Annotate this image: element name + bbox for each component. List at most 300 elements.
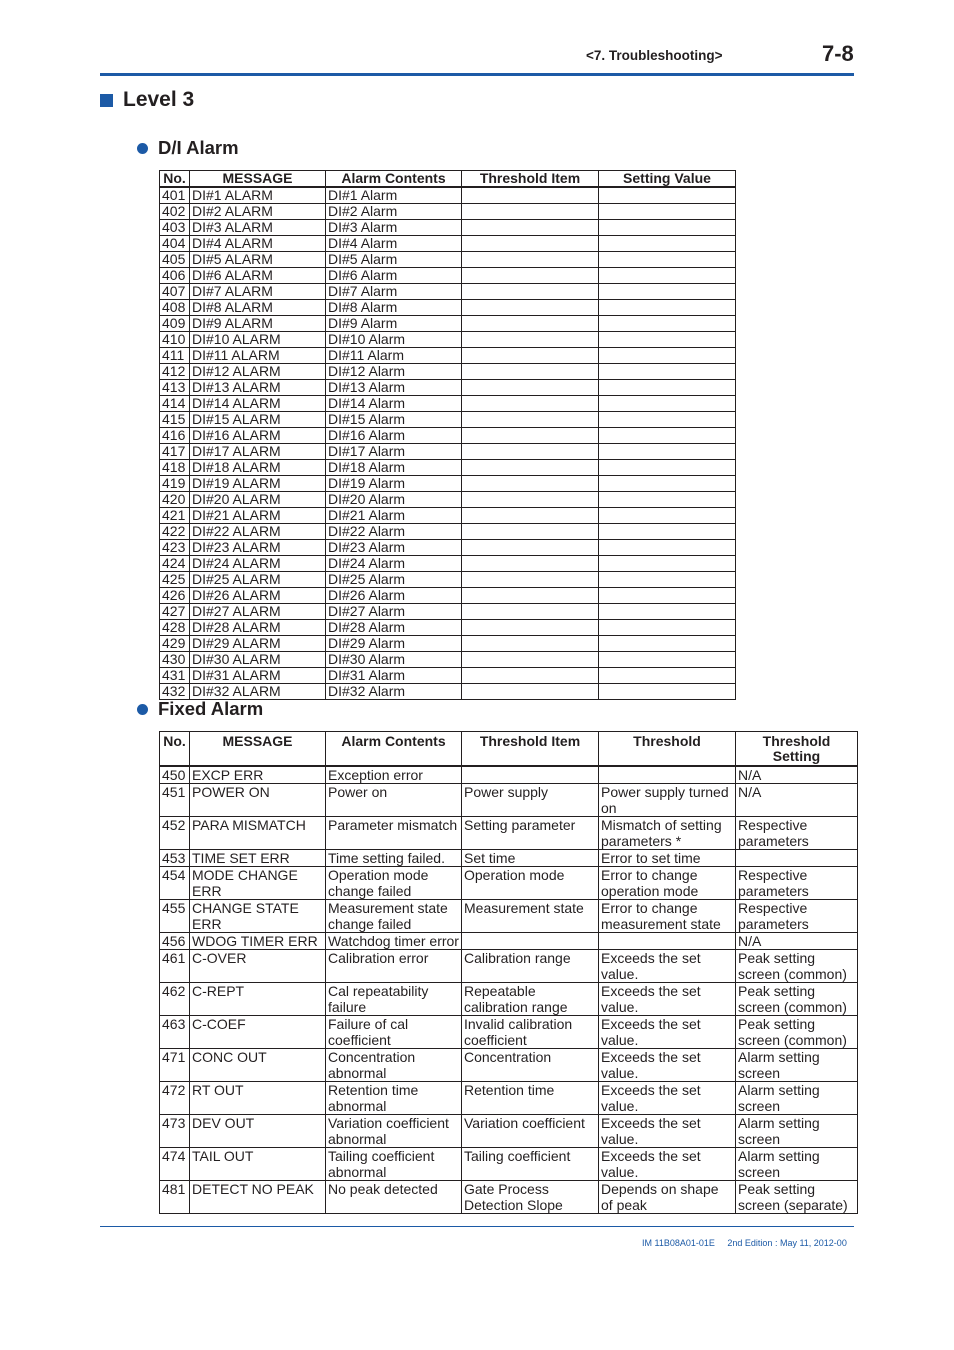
fixed-alarm-table-cell: N/A (736, 784, 858, 817)
fixed-alarm-table-cell (599, 766, 736, 784)
di-alarm-table-cell (462, 684, 599, 700)
di-alarm-table-row (160, 332, 736, 348)
di-alarm-table-cell (462, 412, 599, 428)
fixed-alarm-table-row (160, 850, 858, 867)
fixed-alarm-heading (137, 698, 263, 720)
di-alarm-table-cell (599, 492, 736, 508)
fixed-alarm-table-row (160, 1115, 858, 1148)
fixed-alarm-table-cell: Operation mode (462, 867, 599, 900)
di-alarm-table-cell (599, 588, 736, 604)
di-alarm-table-cell (599, 220, 736, 236)
di-alarm-table-cell (462, 396, 599, 412)
di-alarm-table-cell (462, 572, 599, 588)
di-alarm-table-cell: DI#29 Alarm (326, 636, 462, 652)
di-alarm-table-cell (599, 187, 736, 204)
di-alarm-table-cell: DI#2 Alarm (326, 204, 462, 220)
di-alarm-table-row (160, 620, 736, 636)
fixed-alarm-table-cell (736, 850, 858, 867)
di-alarm-table-cell: 412 (160, 364, 190, 380)
di-alarm-table-cell: 409 (160, 316, 190, 332)
fixed-alarm-table-cell: C-COEF (190, 1016, 326, 1049)
di-alarm-table-cell: DI#32 Alarm (326, 684, 462, 700)
header-page-number: 7-8 (822, 41, 854, 66)
fixed-alarm-table-cell: N/A (736, 933, 858, 950)
footer (642, 1238, 847, 1248)
di-alarm-table-row (160, 476, 736, 492)
fixed-alarm-table-cell: Parameter mismatch (326, 817, 462, 850)
di-alarm-table-cell (599, 668, 736, 684)
di-alarm-table-cell (599, 300, 736, 316)
di-alarm-table-cell: 403 (160, 220, 190, 236)
di-alarm-table-cell: 406 (160, 268, 190, 284)
fixed-alarm-table-cell: Exceeds the set value. (599, 1016, 736, 1049)
fixed-alarm-table-row (160, 933, 858, 950)
di-alarm-table-cell: 419 (160, 476, 190, 492)
di-alarm-table-cell (462, 460, 599, 476)
di-alarm-table-cell (462, 604, 599, 620)
di-alarm-table-cell (599, 316, 736, 332)
di-alarm-table-cell: DI#31 Alarm (326, 668, 462, 684)
di-alarm-table-cell (599, 444, 736, 460)
di-alarm-table-cell (462, 492, 599, 508)
di-alarm-table-row (160, 668, 736, 684)
fixed-alarm-table-cell: Peak setting screen (separate) (736, 1181, 858, 1214)
di-alarm-table-cell: DI#23 ALARM (190, 540, 326, 556)
di-alarm-table-cell (599, 620, 736, 636)
fixed-alarm-table-cell: Alarm setting screen (736, 1115, 858, 1148)
fixed-alarm-table-cell: 450 (160, 766, 190, 784)
fixed-alarm-column-header: MESSAGE (190, 732, 326, 767)
di-alarm-table-cell: DI#30 Alarm (326, 652, 462, 668)
di-alarm-table-cell (462, 284, 599, 300)
di-alarm-table-cell: DI#10 ALARM (190, 332, 326, 348)
di-alarm-table-cell (599, 236, 736, 252)
di-alarm-table-cell: DI#21 Alarm (326, 508, 462, 524)
fixed-alarm-table-cell: Gate Process Detection Slope (462, 1181, 599, 1214)
di-alarm-table-cell: DI#31 ALARM (190, 668, 326, 684)
di-alarm-table-cell: DI#18 Alarm (326, 460, 462, 476)
fixed-alarm-table-cell: 452 (160, 817, 190, 850)
di-alarm-table-cell: DI#3 ALARM (190, 220, 326, 236)
fixed-alarm-table-cell: EXCP ERR (190, 766, 326, 784)
di-alarm-table-row (160, 524, 736, 540)
di-alarm-table-cell: DI#12 ALARM (190, 364, 326, 380)
di-alarm-table-cell (599, 268, 736, 284)
fixed-alarm-table-cell: N/A (736, 766, 858, 784)
di-alarm-table-cell: DI#15 Alarm (326, 412, 462, 428)
di-alarm-table-cell (462, 508, 599, 524)
di-alarm-table-cell (462, 636, 599, 652)
fixed-alarm-table-cell (599, 933, 736, 950)
fixed-alarm-table-cell: Power supply turned on (599, 784, 736, 817)
di-alarm-table-cell: DI#23 Alarm (326, 540, 462, 556)
fixed-alarm-table-cell: 456 (160, 933, 190, 950)
fixed-alarm-table-row (160, 784, 858, 817)
di-alarm-table-cell: DI#6 Alarm (326, 268, 462, 284)
header-section-title: <7. Troubleshooting> (586, 48, 723, 63)
fixed-alarm-table-cell: Alarm setting screen (736, 1049, 858, 1082)
fixed-alarm-table-cell: Measurement state change failed (326, 900, 462, 933)
fixed-alarm-table-cell (462, 933, 599, 950)
di-alarm-table-row (160, 236, 736, 252)
di-alarm-table-cell: DI#13 ALARM (190, 380, 326, 396)
di-alarm-table-cell (599, 348, 736, 364)
level-title: Level 3 (123, 88, 195, 111)
fixed-alarm-table-cell: Respective parameters (736, 867, 858, 900)
di-alarm-table-cell (462, 187, 599, 204)
di-alarm-table-row (160, 588, 736, 604)
fixed-alarm-table-cell: 454 (160, 867, 190, 900)
fixed-alarm-table-cell: Failure of cal coefficient (326, 1016, 462, 1049)
fixed-alarm-table-cell: Cal repeatability failure (326, 983, 462, 1016)
fixed-alarm-table-cell: MODE CHANGE ERR (190, 867, 326, 900)
fixed-alarm-table-cell: C-REPT (190, 983, 326, 1016)
di-alarm-table-row (160, 572, 736, 588)
di-alarm-table-cell (462, 444, 599, 460)
di-alarm-table-cell: 417 (160, 444, 190, 460)
fixed-alarm-table-cell: C-OVER (190, 950, 326, 983)
fixed-alarm-table-cell: Retention time abnormal (326, 1082, 462, 1115)
di-alarm-table-cell: 427 (160, 604, 190, 620)
di-alarm-table-cell (599, 252, 736, 268)
di-alarm-table-row (160, 316, 736, 332)
di-alarm-table-cell (599, 572, 736, 588)
di-alarm-table-cell (462, 524, 599, 540)
fixed-alarm-header-row (160, 732, 858, 767)
di-alarm-table-cell: DI#2 ALARM (190, 204, 326, 220)
di-alarm-table-cell: DI#5 Alarm (326, 252, 462, 268)
fixed-alarm-table-cell: Calibration range (462, 950, 599, 983)
di-alarm-table-row (160, 492, 736, 508)
di-alarm-table-row (160, 508, 736, 524)
fixed-alarm-table-cell: Exceeds the set value. (599, 950, 736, 983)
di-alarm-table-cell: 423 (160, 540, 190, 556)
di-alarm-table-cell: DI#25 Alarm (326, 572, 462, 588)
fixed-alarm-table-cell: Peak setting screen (common) (736, 983, 858, 1016)
fixed-alarm-table-cell: TIME SET ERR (190, 850, 326, 867)
fixed-alarm-table-cell: Operation mode change failed (326, 867, 462, 900)
di-alarm-table-cell: 413 (160, 380, 190, 396)
di-alarm-table-cell (599, 636, 736, 652)
fixed-alarm-table-row (160, 1181, 858, 1214)
di-alarm-table-row (160, 348, 736, 364)
di-alarm-table-cell: 429 (160, 636, 190, 652)
fixed-alarm-table-cell: 472 (160, 1082, 190, 1115)
di-alarm-table-cell: DI#29 ALARM (190, 636, 326, 652)
di-alarm-table-cell (462, 268, 599, 284)
di-alarm-table-cell (599, 652, 736, 668)
di-alarm-table-cell (599, 332, 736, 348)
level-heading (100, 88, 194, 112)
fixed-alarm-column-header: Alarm Contents (326, 732, 462, 767)
di-alarm-table-cell (599, 508, 736, 524)
di-alarm-table-row (160, 268, 736, 284)
di-alarm-table-row (160, 460, 736, 476)
di-alarm-table-cell (462, 476, 599, 492)
di-alarm-table-row (160, 556, 736, 572)
di-alarm-table-cell: DI#11 ALARM (190, 348, 326, 364)
fixed-alarm-table-cell: Tailing coefficient (462, 1148, 599, 1181)
fixed-alarm-table-cell: Peak setting screen (common) (736, 1016, 858, 1049)
di-alarm-header-row (160, 171, 736, 188)
fixed-alarm-table-cell: 471 (160, 1049, 190, 1082)
fixed-alarm-table-cell: Power on (326, 784, 462, 817)
di-alarm-table-cell: DI#9 ALARM (190, 316, 326, 332)
di-alarm-table-cell: 420 (160, 492, 190, 508)
di-alarm-table (159, 170, 736, 700)
di-alarm-table-cell: DI#25 ALARM (190, 572, 326, 588)
di-alarm-table-cell: 414 (160, 396, 190, 412)
di-alarm-table-cell (599, 684, 736, 700)
di-alarm-table-cell (599, 604, 736, 620)
di-alarm-table-cell: 407 (160, 284, 190, 300)
di-alarm-table-cell (462, 220, 599, 236)
circle-bullet-icon (137, 143, 148, 154)
fixed-alarm-column-header: No. (160, 732, 190, 767)
fixed-alarm-table-cell: Invalid calibration coefficient (462, 1016, 599, 1049)
di-alarm-table-cell: DI#4 ALARM (190, 236, 326, 252)
fixed-alarm-table-cell: Time setting failed. (326, 850, 462, 867)
square-bullet-icon (100, 94, 113, 107)
di-alarm-table-cell (462, 332, 599, 348)
di-alarm-table-cell (462, 668, 599, 684)
di-alarm-table-cell: 410 (160, 332, 190, 348)
di-alarm-table-cell: DI#17 Alarm (326, 444, 462, 460)
di-alarm-table-cell: DI#20 Alarm (326, 492, 462, 508)
di-alarm-table-row (160, 380, 736, 396)
di-alarm-table-cell: 422 (160, 524, 190, 540)
di-alarm-table-cell: DI#27 ALARM (190, 604, 326, 620)
fixed-alarm-table-cell: Alarm setting screen (736, 1082, 858, 1115)
fixed-alarm-table-cell: Variation coefficient abnormal (326, 1115, 462, 1148)
di-alarm-table-cell: DI#9 Alarm (326, 316, 462, 332)
di-alarm-table-cell: DI#10 Alarm (326, 332, 462, 348)
header-rule (100, 73, 854, 76)
di-alarm-table-cell: DI#19 Alarm (326, 476, 462, 492)
fixed-alarm-table-cell: PARA MISMATCH (190, 817, 326, 850)
di-alarm-table-row (160, 396, 736, 412)
fixed-alarm-table-cell: Peak setting screen (common) (736, 950, 858, 983)
di-alarm-table-cell: DI#15 ALARM (190, 412, 326, 428)
di-alarm-table-cell: 425 (160, 572, 190, 588)
fixed-alarm-table-cell: Concentration (462, 1049, 599, 1082)
fixed-alarm-column-header: Threshold Setting (736, 732, 858, 767)
fixed-alarm-table-cell: Calibration error (326, 950, 462, 983)
di-alarm-table-cell (599, 396, 736, 412)
fixed-alarm-column-header: Threshold (599, 732, 736, 767)
di-alarm-table-cell: DI#27 Alarm (326, 604, 462, 620)
di-alarm-table-cell: 424 (160, 556, 190, 572)
di-alarm-table-row (160, 444, 736, 460)
fixed-alarm-table-row (160, 1148, 858, 1181)
di-alarm-table-cell: DI#22 Alarm (326, 524, 462, 540)
fixed-alarm-table-row (160, 950, 858, 983)
fixed-alarm-table-row (160, 983, 858, 1016)
di-alarm-table-cell: DI#16 Alarm (326, 428, 462, 444)
di-alarm-table-cell: 411 (160, 348, 190, 364)
di-alarm-table-cell (599, 460, 736, 476)
di-alarm-table-cell: 418 (160, 460, 190, 476)
fixed-alarm-table-cell: DETECT NO PEAK (190, 1181, 326, 1214)
fixed-alarm-table-cell: Retention time (462, 1082, 599, 1115)
fixed-alarm-table-cell: 462 (160, 983, 190, 1016)
fixed-alarm-table-cell: Respective parameters (736, 900, 858, 933)
fixed-alarm-table-cell: WDOG TIMER ERR (190, 933, 326, 950)
di-alarm-table-cell: DI#3 Alarm (326, 220, 462, 236)
di-alarm-table-cell: 430 (160, 652, 190, 668)
di-alarm-table-cell: DI#8 Alarm (326, 300, 462, 316)
di-alarm-table-row (160, 220, 736, 236)
di-alarm-column-header: MESSAGE (190, 171, 326, 188)
fixed-alarm-table (159, 731, 858, 1214)
di-alarm-column-header: Threshold Item (462, 171, 599, 188)
footer-doc-id: IM 11B08A01-01E (642, 1238, 715, 1248)
fixed-alarm-table-cell: No peak detected (326, 1181, 462, 1214)
di-alarm-table-cell (599, 540, 736, 556)
di-alarm-table-row (160, 300, 736, 316)
fixed-alarm-table-cell: Alarm setting screen (736, 1148, 858, 1181)
di-alarm-table-cell: DI#28 Alarm (326, 620, 462, 636)
di-alarm-table-cell: DI#12 Alarm (326, 364, 462, 380)
di-alarm-table-cell (599, 380, 736, 396)
di-alarm-table-cell (462, 364, 599, 380)
di-alarm-table-cell: DI#16 ALARM (190, 428, 326, 444)
fixed-alarm-table-row (160, 867, 858, 900)
di-alarm-heading (137, 137, 239, 159)
di-alarm-table-cell: DI#17 ALARM (190, 444, 326, 460)
di-alarm-table-cell (462, 652, 599, 668)
fixed-alarm-table-cell: Mismatch of setting parameters * (599, 817, 736, 850)
di-alarm-table-cell: 421 (160, 508, 190, 524)
fixed-alarm-table-cell: Concentration abnormal (326, 1049, 462, 1082)
di-alarm-table-cell: DI#6 ALARM (190, 268, 326, 284)
di-alarm-table-cell: 415 (160, 412, 190, 428)
di-alarm-table-cell: DI#19 ALARM (190, 476, 326, 492)
fixed-alarm-table-row (160, 817, 858, 850)
di-alarm-table-cell (599, 284, 736, 300)
di-alarm-table-cell (462, 540, 599, 556)
fixed-alarm-table-cell: 455 (160, 900, 190, 933)
fixed-alarm-table-cell: 451 (160, 784, 190, 817)
fixed-alarm-table-cell: 474 (160, 1148, 190, 1181)
di-alarm-table-cell (599, 556, 736, 572)
circle-bullet-icon (137, 704, 148, 715)
fixed-alarm-table-row (160, 1049, 858, 1082)
di-alarm-table-cell: 402 (160, 204, 190, 220)
fixed-alarm-table-cell: TAIL OUT (190, 1148, 326, 1181)
di-alarm-table-row (160, 204, 736, 220)
di-alarm-table-cell (599, 524, 736, 540)
di-alarm-table-cell: DI#30 ALARM (190, 652, 326, 668)
fixed-alarm-column-header: Threshold Item (462, 732, 599, 767)
fixed-alarm-table-cell: CHANGE STATE ERR (190, 900, 326, 933)
di-alarm-table-cell: DI#26 Alarm (326, 588, 462, 604)
di-alarm-table-cell: DI#14 Alarm (326, 396, 462, 412)
di-alarm-table-cell: 416 (160, 428, 190, 444)
di-alarm-table-cell: DI#28 ALARM (190, 620, 326, 636)
di-alarm-table-cell: DI#7 ALARM (190, 284, 326, 300)
di-alarm-table-cell: 405 (160, 252, 190, 268)
fixed-alarm-table-cell: 473 (160, 1115, 190, 1148)
di-alarm-table-row (160, 187, 736, 204)
di-alarm-table-cell: DI#14 ALARM (190, 396, 326, 412)
di-alarm-table-cell: DI#7 Alarm (326, 284, 462, 300)
di-alarm-table-cell: 408 (160, 300, 190, 316)
di-alarm-table-cell: 401 (160, 187, 190, 204)
di-alarm-column-header: Alarm Contents (326, 171, 462, 188)
fixed-alarm-table-cell: CONC OUT (190, 1049, 326, 1082)
footer-rule (100, 1226, 854, 1227)
fixed-alarm-table-cell: Power supply (462, 784, 599, 817)
fixed-alarm-table-row (160, 1082, 858, 1115)
fixed-alarm-table-cell: Exceeds the set value. (599, 983, 736, 1016)
di-alarm-table-cell (462, 428, 599, 444)
di-alarm-table-cell: DI#32 ALARM (190, 684, 326, 700)
fixed-alarm-table-cell: Error to change measurement state (599, 900, 736, 933)
fixed-alarm-table-cell: Measurement state (462, 900, 599, 933)
di-alarm-table-cell: DI#11 Alarm (326, 348, 462, 364)
di-alarm-table-row (160, 604, 736, 620)
fixed-alarm-table-cell: Exceeds the set value. (599, 1115, 736, 1148)
di-alarm-table-row (160, 652, 736, 668)
fixed-alarm-title: Fixed Alarm (158, 698, 264, 719)
di-alarm-table-cell: 426 (160, 588, 190, 604)
di-alarm-table-cell: DI#22 ALARM (190, 524, 326, 540)
fixed-alarm-table-cell: Setting parameter (462, 817, 599, 850)
di-alarm-table-row (160, 636, 736, 652)
di-alarm-table-cell (462, 204, 599, 220)
fixed-alarm-table-cell: Set time (462, 850, 599, 867)
di-alarm-table-row (160, 284, 736, 300)
di-alarm-table-cell: DI#24 ALARM (190, 556, 326, 572)
fixed-alarm-table-cell: Watchdog timer error (326, 933, 462, 950)
di-alarm-table-row (160, 364, 736, 380)
di-alarm-table-cell (599, 412, 736, 428)
di-alarm-table-row (160, 428, 736, 444)
di-alarm-table-row (160, 412, 736, 428)
di-alarm-table-cell: 404 (160, 236, 190, 252)
di-alarm-table-row (160, 540, 736, 556)
di-alarm-table-cell: 431 (160, 668, 190, 684)
fixed-alarm-table-row (160, 1016, 858, 1049)
fixed-alarm-table-cell: Exceeds the set value. (599, 1049, 736, 1082)
fixed-alarm-table-cell: POWER ON (190, 784, 326, 817)
fixed-alarm-table-cell: Error to change operation mode (599, 867, 736, 900)
di-alarm-table-cell: DI#20 ALARM (190, 492, 326, 508)
fixed-alarm-table-cell: 481 (160, 1181, 190, 1214)
fixed-alarm-table-cell: Variation coefficient (462, 1115, 599, 1148)
di-alarm-table-cell (462, 588, 599, 604)
fixed-alarm-table-cell: Depends on shape of peak (599, 1181, 736, 1214)
di-alarm-table-cell (462, 300, 599, 316)
di-alarm-table-cell: DI#13 Alarm (326, 380, 462, 396)
fixed-alarm-table-row (160, 900, 858, 933)
di-alarm-table-cell: DI#4 Alarm (326, 236, 462, 252)
di-alarm-table-cell: DI#21 ALARM (190, 508, 326, 524)
di-alarm-table-cell: 428 (160, 620, 190, 636)
di-alarm-table-cell: DI#18 ALARM (190, 460, 326, 476)
fixed-alarm-table-cell: DEV OUT (190, 1115, 326, 1148)
di-alarm-column-header: Setting Value (599, 171, 736, 188)
fixed-alarm-table-cell: Error to set time (599, 850, 736, 867)
di-alarm-table-cell (599, 428, 736, 444)
di-alarm-table-cell: 432 (160, 684, 190, 700)
di-alarm-table-cell (599, 364, 736, 380)
di-alarm-table-cell: DI#1 ALARM (190, 187, 326, 204)
di-alarm-table-row (160, 252, 736, 268)
di-alarm-table-cell: DI#5 ALARM (190, 252, 326, 268)
di-alarm-column-header: No. (160, 171, 190, 188)
